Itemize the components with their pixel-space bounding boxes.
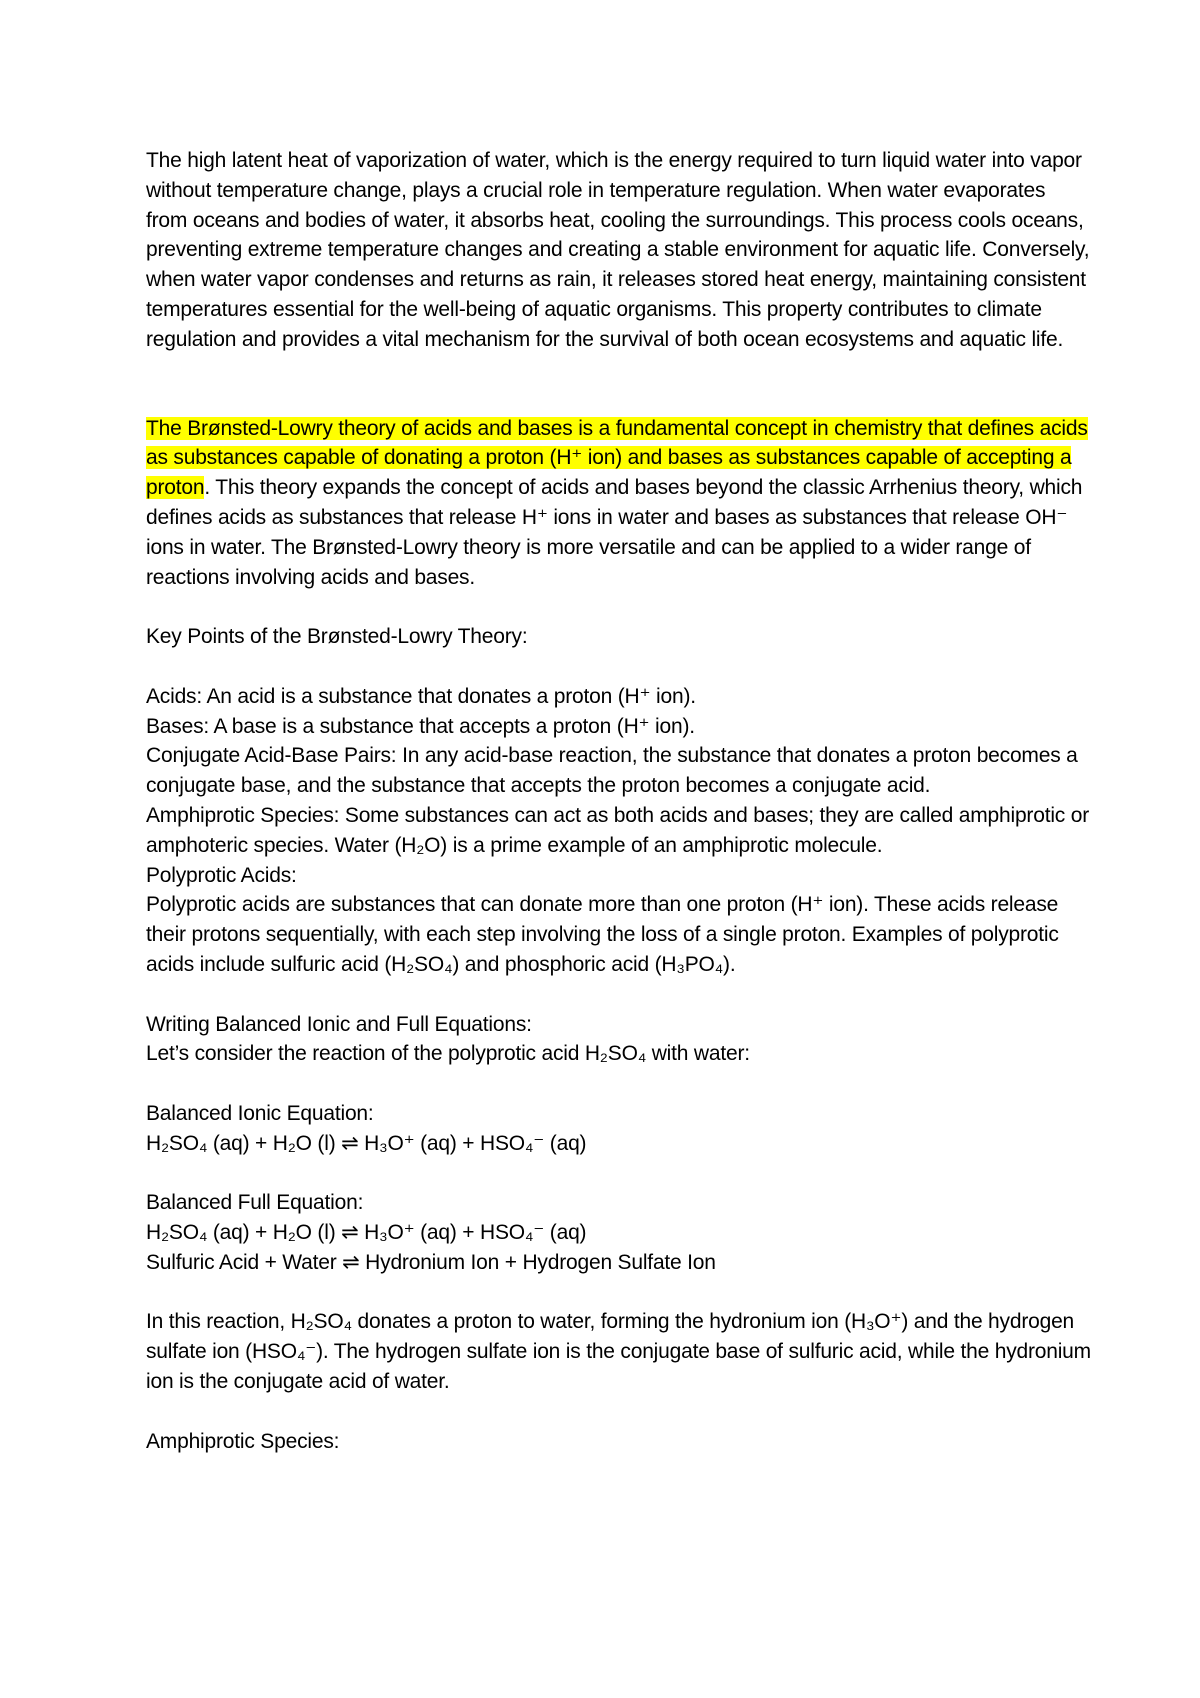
document-page: [146, 146, 1091, 1456]
spacer: [146, 980, 1091, 1010]
full-equation-heading: Balanced Full Equation:: [146, 1191, 364, 1215]
key-point-conjugate-pairs: Conjugate Acid-Base Pairs: In any acid-base reaction, the substance that donates a proton becomes a conjugate base, and the substance that accepts the proton becomes a conjugate acid.: [146, 744, 1078, 798]
spacer: [146, 1278, 1091, 1308]
spacer: [146, 1069, 1091, 1099]
spacer: [146, 592, 1091, 622]
reaction-explanation: In this reaction, H₂SO₄ donates a proton to water, forming the hydronium ion (H₃O⁺) and the hydrogen sulfate ion (HSO₄⁻). The hydrogen sulfate ion is the conjugate base of sulfuric acid, while the hydronium ion is the conjugate acid of water.: [146, 1310, 1091, 1394]
key-point-acids: Acids: An acid is a substance that donates a proton (H⁺ ion).: [146, 684, 696, 708]
highlighted-definition: The Brønsted-Lowry theory of acids and bases is a fundamental concept in chemistry that defines acids as substances capable of donating a proton (H⁺ ion) and bases as substances capable of accepting a proton: [146, 416, 1088, 500]
key-point-amphiprotic: Amphiprotic Species: Some substances can act as both acids and bases; they are called amphiprotic or amphoteric species. Water (H₂O) is a prime example of an amphiprotic molecule.: [146, 803, 1090, 857]
spacer: [146, 355, 1091, 414]
latent-heat-paragraph: The high latent heat of vaporization of water, which is the energy required to turn liquid water into vapor without temperature change, plays a crucial role in temperature regulation. When water evaporates from oceans and bodies of water, it absorbs heat, cooling the surroundings. This process cools oceans, preventing extreme temperature changes and creating a stable environment for aquatic life. Conversely, when water vapor condenses and returns as rain, it releases stored heat energy, maintaining consistent temperatures essential for the well-being of aquatic organisms. This property contributes to climate regulation and provides a vital mechanism for the survival of both ocean ecosystems and aquatic life.: [146, 149, 1090, 351]
key-points-heading: Key Points of the Brønsted-Lowry Theory:: [146, 625, 528, 649]
key-point-polyprotic: Polyprotic acids are substances that can donate more than one proton (H⁺ ion). These acids release their protons sequentially, with each step involving the loss of a single proton. Examples of polyprotic acids include sulfuric acid (H₂SO₄) and phosphoric acid (H₃PO₄).: [146, 893, 1059, 976]
word-equation: Sulfuric Acid + Water ⇌ Hydronium Ion + Hydrogen Sulfate Ion: [146, 1250, 716, 1274]
amphiprotic-species-heading: Amphiprotic Species:: [146, 1429, 340, 1453]
spacer: [146, 652, 1091, 682]
key-point-bases: Bases: A base is a substance that accepts a proton (H⁺ ion).: [146, 714, 695, 738]
equations-heading: Writing Balanced Ionic and Full Equations:: [146, 1012, 532, 1036]
bronsted-intro-paragraph: [146, 414, 1091, 593]
intro-continuation: . This theory expands the concept of acids and bases beyond the classic Arrhenius theory, which defines acids as substances that release H⁺ ions in water and bases as substances that release OH⁻ ions in water. The Brønsted-Lowry theory is more versatile and can be applied to a wider range of reactions involving acids and bases.: [146, 476, 1083, 589]
ionic-equation: H₂SO₄ (aq) + H₂O (l) ⇌ H₃O⁺ (aq) + HSO₄⁻ (aq): [146, 1131, 587, 1155]
equations-intro: Let’s consider the reaction of the polyprotic acid H₂SO₄ with water:: [146, 1042, 750, 1066]
full-equation: H₂SO₄ (aq) + H₂O (l) ⇌ H₃O⁺ (aq) + HSO₄⁻ (aq): [146, 1221, 587, 1245]
ionic-equation-heading: Balanced Ionic Equation:: [146, 1101, 374, 1125]
polyprotic-heading: Polyprotic Acids:: [146, 863, 297, 887]
spacer: [146, 1397, 1091, 1427]
spacer: [146, 1159, 1091, 1189]
